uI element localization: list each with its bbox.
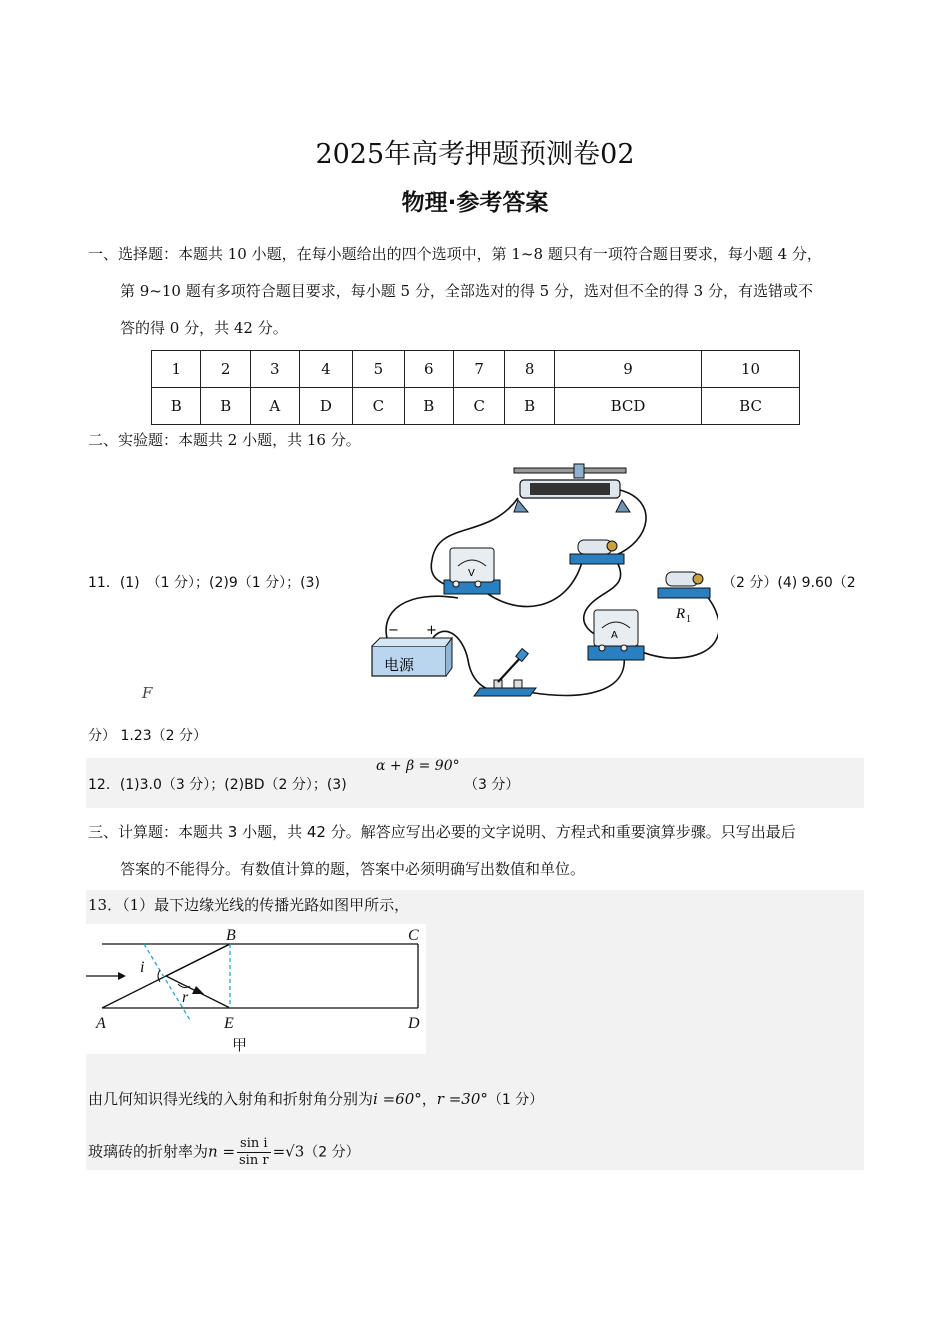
table-cell-answer: BCD xyxy=(554,388,701,425)
resistor-r1-subscript: 1 xyxy=(686,614,691,625)
table-cell-number: 4 xyxy=(299,351,353,388)
table-cell-answer: B xyxy=(505,388,554,425)
table-cell-answer: B xyxy=(152,388,201,425)
optics-figure xyxy=(86,924,426,1054)
q13-angles-text: 由几何知识得光线的入射角和折射角分别为 xyxy=(88,1090,374,1108)
table-cell-number: 10 xyxy=(702,351,800,388)
power-source xyxy=(372,623,452,676)
answer-table-answers-row xyxy=(152,388,800,425)
answer-table-numbers-row xyxy=(152,351,800,388)
voltmeter xyxy=(444,548,500,594)
page-title: 2025年高考押题预测卷02 xyxy=(315,139,635,170)
ammeter-label: A xyxy=(611,630,618,641)
q11-f-label: F xyxy=(142,684,153,702)
q13-index-numerator: sin i xyxy=(237,1136,271,1153)
table-cell-answer: C xyxy=(353,388,404,425)
section-choice-line3: 答的得 0 分，共 42 分。 xyxy=(120,319,288,337)
rheostat xyxy=(514,464,630,512)
section-experiment-heading: 二、实验题：本题共 2 小题，共 16 分。 xyxy=(88,431,361,449)
section-calculation-line2: 答案的不能得分。有数值计算的题，答案中必须明确写出数值和单位。 xyxy=(120,860,586,878)
incident-arrow xyxy=(118,972,126,980)
q13-angle-sep: ， xyxy=(421,1090,437,1108)
wire xyxy=(528,656,624,695)
table-cell-number: 5 xyxy=(353,351,404,388)
power-source-label: 电源 xyxy=(384,656,415,674)
q13-angle-i: i =60° xyxy=(373,1090,422,1108)
power-source-plus: + xyxy=(426,623,437,638)
label-r: r xyxy=(182,989,189,1006)
table-cell-number: 1 xyxy=(152,351,201,388)
q13-index-text: 玻璃砖的折射率为 xyxy=(88,1142,209,1161)
table-cell-answer: D xyxy=(299,388,353,425)
table-cell-number: 8 xyxy=(505,351,554,388)
section-choice-line1: 一、选择题：本题共 10 小题，在每小题给出的四个选项中，第 1~8 题只有一项符合题目要求，每小题 4 分， xyxy=(88,245,822,263)
label-c: C xyxy=(408,927,419,944)
wire xyxy=(614,490,646,556)
table-cell-answer: B xyxy=(404,388,453,425)
label-e: E xyxy=(224,1015,234,1032)
q13-index-rhs: =√3 xyxy=(272,1142,305,1161)
ray-segment xyxy=(166,944,230,976)
answer-table xyxy=(151,350,800,425)
section-choice-heading xyxy=(88,236,878,347)
q12-answer: 12．(1)3.0（3 分）；(2)BD（2 分）；(3) xyxy=(88,777,347,793)
table-cell-answer: A xyxy=(250,388,299,425)
table-cell-number: 2 xyxy=(201,351,250,388)
q13-index-fraction xyxy=(237,1136,271,1169)
resistor-r1 xyxy=(658,572,710,625)
resistor-r1-label: R xyxy=(676,606,686,622)
q13-index-points: （2 分） xyxy=(304,1144,360,1161)
figure-caption: 甲 xyxy=(232,1036,248,1054)
table-cell-number: 7 xyxy=(454,351,505,388)
page-subtitle: 物理·参考答案 xyxy=(401,190,549,216)
q13-angles-line xyxy=(88,1088,543,1109)
section-calculation-heading xyxy=(88,814,878,888)
q13-intro: 13．（1）最下边缘光线的传播光路如图甲所示， xyxy=(88,896,410,914)
q13-index-line xyxy=(88,1136,360,1169)
label-d: D xyxy=(408,1015,420,1032)
section-choice-line2: 第 9~10 题有多项符合题目要求，每小题 5 分，全部选对的得 5 分，选对但不全的得 3 分，有选错或不 xyxy=(120,282,813,300)
table-cell-answer: B xyxy=(201,388,250,425)
q13-index-lhs: n = xyxy=(208,1142,236,1161)
q13-angle-points: （1 分） xyxy=(487,1092,544,1108)
label-b: B xyxy=(226,927,236,944)
label-a: A xyxy=(96,1015,106,1032)
circuit-diagram xyxy=(368,460,718,710)
table-cell-number: 6 xyxy=(404,351,453,388)
section-calculation-line1: 三、计算题：本题共 3 小题，共 42 分。解答应写出必要的文字说明、方程式和重要演算步骤。只写出最后 xyxy=(88,823,796,841)
voltmeter-label: V xyxy=(468,568,475,579)
q12-points: （3 分） xyxy=(464,777,520,793)
resistor-upper xyxy=(570,540,624,564)
switch xyxy=(474,649,536,696)
table-cell-answer: BC xyxy=(702,388,800,425)
q13-angle-r: r =30° xyxy=(436,1090,488,1108)
power-source-minus: − xyxy=(388,623,399,638)
q13-index-denominator: sin r xyxy=(239,1153,269,1168)
q11-answer-right: （2 分）(4) 9.60（2 xyxy=(722,575,856,591)
table-cell-number: 3 xyxy=(250,351,299,388)
ammeter xyxy=(588,610,644,660)
table-cell-answer: C xyxy=(454,388,505,425)
q12-equation: α + β = 90° xyxy=(376,758,460,774)
q11-answer-continued: 分） 1.23（2 分） xyxy=(88,728,207,744)
label-i: i xyxy=(140,959,145,976)
q11-answer-left: 11．(1) （1 分）；(2)9（1 分）；(3) xyxy=(88,575,320,591)
table-cell-number: 9 xyxy=(554,351,701,388)
